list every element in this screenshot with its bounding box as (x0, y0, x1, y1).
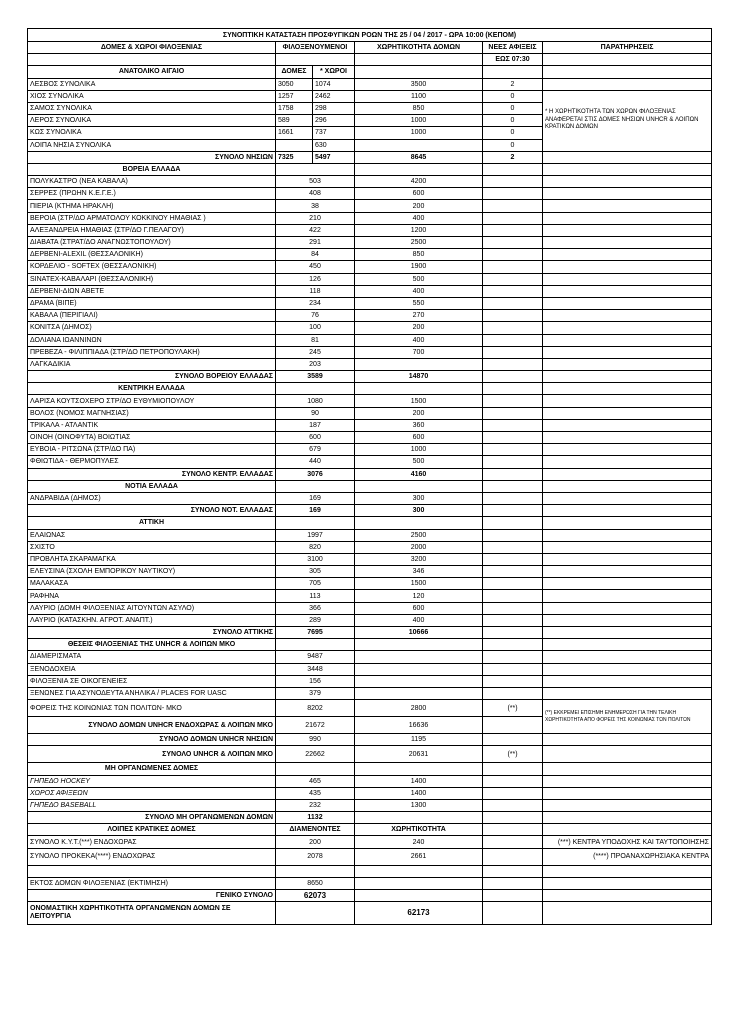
table-row (28, 90, 712, 102)
row-capacity: 1200 (355, 224, 483, 236)
row-capacity: 600 (355, 602, 483, 614)
row-name: ΦΟΡΕΙΣ ΤΗΣ ΚΟΙΝΩΝΙΑΣ ΤΩΝ ΠΟΛΙΤΩΝ- ΜΚΟ (28, 700, 276, 717)
row-hosted: 1080 (276, 395, 355, 407)
total-hosted: 3076 (276, 468, 355, 480)
row-name: ΕΛΑΙΩΝΑΣ (28, 529, 276, 541)
row-capacity: 850 (355, 102, 483, 114)
row-name: ΚΟΡΔΕΛΙΟ - SOFTEX (ΘΕΣΣΑΛΟΝΙΚΗ) (28, 261, 276, 273)
table-row (28, 297, 712, 309)
col-xoroi-header: * ΧΩΡΟΙ (313, 66, 355, 78)
section-central (28, 383, 712, 395)
row-hosted: 820 (276, 541, 355, 553)
row-domes: 3050 (276, 78, 313, 90)
row-hosted: 379 (276, 687, 355, 699)
row-capacity: 1500 (355, 395, 483, 407)
row-name: ΑΝΔΡΑΒΙΔΑ (ΔΗΜΟΣ) (28, 492, 276, 504)
row-arrivals: 0 (483, 90, 543, 102)
table-row (28, 212, 712, 224)
row-hosted: 408 (276, 188, 355, 200)
total-label: ΣΥΝΟΛΟ ΝΗΣΙΩΝ (28, 151, 276, 163)
row-hosted: 450 (276, 261, 355, 273)
row-hosted: 1997 (276, 529, 355, 541)
col-residents-header: ΔΙΑΜΕΝΟΝΤΕΣ (276, 824, 355, 836)
row-hosted: 705 (276, 578, 355, 590)
total-label: ΣΥΝΟΛΟ ΚΕΝΤΡ. ΕΛΛΑΔΑΣ (28, 468, 276, 480)
row-capacity: 400 (355, 285, 483, 297)
section-south (28, 480, 712, 492)
row-capacity: 1100 (355, 90, 483, 102)
total-capacity: 10666 (355, 627, 483, 639)
row-capacity: 550 (355, 297, 483, 309)
row-xoroi: 296 (313, 115, 355, 127)
grand-total-value: 62073 (276, 890, 355, 902)
table-row (28, 614, 712, 626)
section-north (28, 163, 712, 175)
row-capacity (355, 675, 483, 687)
row-domes: 1257 (276, 90, 313, 102)
row-name: ΛΕΡΟΣ ΣΥΝΟΛΙΚΑ (28, 115, 276, 127)
row-name: ΒΕΡΟΙΑ (ΣΤΡ/ΔΟ ΑΡΜΑΤΟΛΟΥ ΚΟΚΚΙΝΟΥ ΗΜΑΘΙΑΣ ) (28, 212, 276, 224)
total-row (28, 734, 712, 746)
row-hosted: 200 (276, 836, 355, 848)
table-row (28, 675, 712, 687)
row-name: ΚΩΣ ΣΥΝΟΛΙΚΑ (28, 127, 276, 139)
row-arrivals: 0 (483, 139, 543, 151)
row-name: ΦΘΙΩΤΙΔΑ - ΘΕΡΜΟΠΥΛΕΣ (28, 456, 276, 468)
row-name: ΠΙΕΡΙΑ (ΚΤΗΜΑ ΗΡΑΚΛΗ) (28, 200, 276, 212)
outside-row (28, 877, 712, 889)
total-hosted: 990 (276, 734, 355, 746)
total-row (28, 151, 712, 163)
header-arrivals-until: ΕΩΣ 07:30 (483, 54, 543, 66)
total-label: ΣΥΝΟΛΟ ΑΤΤΙΚΗΣ (28, 627, 276, 639)
row-mark (483, 663, 543, 675)
table-row (28, 261, 712, 273)
row-capacity: 360 (355, 419, 483, 431)
row-capacity: 1900 (355, 261, 483, 273)
table-row (28, 578, 712, 590)
report-title: ΣΥΝΟΠΤΙΚΗ ΚΑΤΑΣΤΑΣΗ ΠΡΟΣΦΥΓΙΚΩΝ ΡΟΩΝ ΤΗΣ 25 / 04 / 2017 - ΩΡΑ 10:00 (ΚΕΠΟΜ) (28, 29, 712, 42)
row-name: ΔΟΛΙΑΝΑ ΙΩΑΝΝΙΝΩΝ (28, 334, 276, 346)
row-name: ΧΩΡΟΣ ΑΦΙΞΕΩΝ (28, 787, 276, 799)
section-title: ΜΗ ΟΡΓΑΝΩΜΕΝΕΣ ΔΟΜΕΣ (28, 763, 276, 775)
row-hosted: 76 (276, 310, 355, 322)
row-xoroi: 298 (313, 102, 355, 114)
row-capacity: 700 (355, 346, 483, 358)
table-row (28, 836, 712, 848)
row-hosted: 84 (276, 249, 355, 261)
row-name: ΔΕΡΒΕΝΙ-ALEXIL (ΘΕΣΣΑΛΟΝΙΚΗ) (28, 249, 276, 261)
col-domes-header: ΔΟΜΕΣ (276, 66, 313, 78)
row-name: ΔΙΑΜΕΡΙΣΜΑΤΑ (28, 651, 276, 663)
row-hosted: 100 (276, 322, 355, 334)
table-row (28, 176, 712, 188)
row-hosted: 156 (276, 675, 355, 687)
header-structures: ΔΟΜΕΣ & ΧΩΡΟΙ ΦΙΛΟΞΕΝΙΑΣ (28, 42, 276, 54)
row-hosted: 8202 (276, 700, 355, 717)
row-hosted: 187 (276, 419, 355, 431)
row-note: (****) ΠΡΟΑΝΑΧΩΡΗΣΙΑΚΑ ΚΕΝΤΡΑ (543, 848, 712, 865)
row-name: ΔΡΑΜΑ (ΒΙΠΕ) (28, 297, 276, 309)
grand-total-label: ΓΕΝΙΚΟ ΣΥΝΟΛΟ (28, 890, 276, 902)
total-label: ΣΥΝΟΛΟ ΔΟΜΩΝ UNHCR ΕΝΔΟΧΩΡΑΣ & ΛΟΙΠΩΝ ΜΚΟ (28, 717, 276, 734)
row-capacity: 400 (355, 334, 483, 346)
table-row (28, 848, 712, 865)
row-capacity: 200 (355, 407, 483, 419)
row-name: ΛΕΣΒΟΣ ΣΥΝΟΛΙΚΑ (28, 78, 276, 90)
row-hosted: 291 (276, 237, 355, 249)
header-capacity: ΧΩΡΗΤΙΚΟΤΗΤΑ ΔΟΜΩΝ (355, 42, 483, 54)
nominal-value: 62173 (355, 902, 483, 925)
table-row (28, 775, 712, 787)
row-name: ΔΕΡΒΕΝΙ-ΔΙΩΝ ΑΒΕΤΕ (28, 285, 276, 297)
total-xoroi: 5497 (313, 151, 355, 163)
row-capacity: 3500 (355, 78, 483, 90)
row-capacity: 300 (355, 492, 483, 504)
row-name: ΕΥΒΟΙΑ - ΡΙΤΣΩΝΑ (ΣΤΡ/ΔΟ ΠΑ) (28, 444, 276, 456)
section-title: ΘΕΣΕΙΣ ΦΙΛΟΞΕΝΙΑΣ ΤΗΣ UNHCR & ΛΟΙΠΩΝ ΜΚΟ (28, 639, 276, 651)
row-name: ΛΑΡΙΣΑ ΚΟΥΤΣΟΧΕΡΟ ΣΤΡ/ΔΟ ΕΥΘΥΜΙΟΠΟΥΛΟΥ (28, 395, 276, 407)
row-name: ΑΛΕΞΑΝΔΡΕΙΑ ΗΜΑΘΙΑΣ (ΣΤΡ/ΔΟ Γ.ΠΕΛΑΓΟΥ) (28, 224, 276, 236)
row-name: ΞΕΝΩΝΕΣ ΓΙΑ ΑΣΥΝΟΔΕΥΤΑ ΑΝΗΛΙΚΑ / PLACES FOR UASC (28, 687, 276, 699)
row-hosted: 90 (276, 407, 355, 419)
total-row (28, 627, 712, 639)
section-unhcr (28, 639, 712, 651)
row-capacity: 500 (355, 456, 483, 468)
total-hosted: 7695 (276, 627, 355, 639)
spacer-row (28, 865, 712, 877)
row-hosted: 3448 (276, 663, 355, 675)
row-hosted: 600 (276, 432, 355, 444)
row-hosted: 305 (276, 566, 355, 578)
row-xoroi: 2462 (313, 90, 355, 102)
row-hosted: 38 (276, 200, 355, 212)
total-capacity: 20631 (355, 746, 483, 763)
total-capacity: 8645 (355, 151, 483, 163)
row-capacity (355, 139, 483, 151)
row-hosted: 245 (276, 346, 355, 358)
total-label: ΣΥΝΟΛΟ ΝΟΤ. ΕΛΛΑΔΑΣ (28, 505, 276, 517)
row-name: ΞΕΝΟΔΟΧΕΙΑ (28, 663, 276, 675)
row-capacity: 850 (355, 249, 483, 261)
row-domes: 589 (276, 115, 313, 127)
row-hosted: 422 (276, 224, 355, 236)
table-row (28, 395, 712, 407)
refugee-flows-table (27, 28, 712, 925)
row-name: ΡΑΦΗΝΑ (28, 590, 276, 602)
table-row (28, 273, 712, 285)
row-hosted: 435 (276, 787, 355, 799)
nominal-label: ΟΝΟΜΑΣΤΙΚΗ ΧΩΡΗΤΙΚΟΤΗΤΑ ΟΡΓΑΝΩΜΕΝΩΝ ΔΟΜΩΝ ΣΕ ΛΕΙΤΟΥΡΓΙΑ (28, 902, 276, 925)
row-domes: 1661 (276, 127, 313, 139)
table-row (28, 602, 712, 614)
total-row (28, 371, 712, 383)
row-name: ΓΗΠΕΔΟ BASEBALL (28, 799, 276, 811)
table-row (28, 566, 712, 578)
total-hosted: 169 (276, 505, 355, 517)
row-name: ΦΙΛΟΞΕΝΙΑ ΣΕ ΟΙΚΟΓΕΝΕΙΕΣ (28, 675, 276, 687)
row-capacity: 2661 (355, 848, 483, 865)
row-name: ΓΗΠΕΔΟ HOCKEY (28, 775, 276, 787)
row-capacity: 3200 (355, 553, 483, 565)
row-capacity: 2500 (355, 237, 483, 249)
unhcr-note: (**) ΕΚΚΡΕΜΕΙ ΕΠΙΣΗΜΗ ΕΝΗΜΕΡΩΣΗ ΓΙΑ ΤΗΝ ΤΕΛΙΚΗ ΧΩΡΗΤΙΚΟΤΗΤΑ ΑΠΟ ΦΟΡΕΙΣ ΤΗΣ ΚΟΙΝΩΝΙΑΣ ΤΩΝ ΠΟΛΙΤΩΝ (543, 700, 712, 734)
table-row (28, 590, 712, 602)
row-name: ΠΡΕΒΕΖΑ - ΦΙΛΙΠΠΙΑΔΑ (ΣΤΡ/ΔΟ ΠΕΤΡΟΠΟΥΛΑΚΗ) (28, 346, 276, 358)
section-title: ΑΝΑΤΟΛΙΚΟ ΑΙΓΑΙΟ (28, 66, 276, 78)
row-capacity: 200 (355, 322, 483, 334)
row-capacity: 2000 (355, 541, 483, 553)
row-name: ΕΚΤΟΣ ΔΟΜΩΝ ΦΙΛΟΞΕΝΙΑΣ (ΕΚΤΙΜΗΣΗ) (28, 877, 276, 889)
row-hosted: 210 (276, 212, 355, 224)
table-row (28, 358, 712, 370)
header-subrow (28, 54, 712, 66)
table-row (28, 224, 712, 236)
table-row (28, 651, 712, 663)
row-capacity: 1000 (355, 444, 483, 456)
row-hosted: 289 (276, 614, 355, 626)
row-capacity: 200 (355, 200, 483, 212)
row-name: ΠΡΟΒΛΗΤΑ ΣΚΑΡΑΜΑΓΚΑ (28, 553, 276, 565)
table-row (28, 322, 712, 334)
total-capacity: 1195 (355, 734, 483, 746)
section-unorganized (28, 763, 712, 775)
row-hosted: 118 (276, 285, 355, 297)
total-row (28, 746, 712, 763)
nominal-capacity-row (28, 902, 712, 925)
total-label: ΣΥΝΟΛΟ UNHCR & ΛΟΙΠΩΝ ΜΚΟ (28, 746, 276, 763)
total-hosted: 22662 (276, 746, 355, 763)
row-mark (483, 651, 543, 663)
section-aegean (28, 66, 712, 78)
row-capacity: 1500 (355, 578, 483, 590)
table-row (28, 799, 712, 811)
row-hosted: 234 (276, 297, 355, 309)
row-hosted: 3100 (276, 553, 355, 565)
row-mark (483, 675, 543, 687)
total-hosted: 3589 (276, 371, 355, 383)
row-name: ΟΙΝΟΗ (ΟΙΝΟΦΥΤΑ) ΒΟΙΩΤΙΑΣ (28, 432, 276, 444)
row-capacity: 1400 (355, 775, 483, 787)
header-row (28, 42, 712, 54)
table-row (28, 346, 712, 358)
row-name: ΚΟΝΙΤΣΑ (ΔΗΜΟΣ) (28, 322, 276, 334)
row-name: ΛΑΥΡΙΟ (ΚΑΤΑΣΚΗΝ. ΑΓΡΟΤ. ΑΝΑΠΤ.) (28, 614, 276, 626)
total-capacity: 14870 (355, 371, 483, 383)
table-row (28, 541, 712, 553)
row-xoroi: 1074 (313, 78, 355, 90)
row-arrivals: 0 (483, 102, 543, 114)
row-hosted: 366 (276, 602, 355, 614)
row-name: ΛΑΥΡΙΟ (ΔΟΜΗ ΦΙΛΟΞΕΝΙΑΣ ΑΙΤΟΥΝΤΩΝ ΑΣΥΛΟ) (28, 602, 276, 614)
total-row (28, 505, 712, 517)
row-capacity: 1300 (355, 799, 483, 811)
row-hosted: 2078 (276, 848, 355, 865)
row-name: ΛΑΓΚΑΔΙΚΙΑ (28, 358, 276, 370)
row-arrivals: 0 (483, 115, 543, 127)
row-note: (***) ΚΕΝΤΡΑ ΥΠΟΔΟΧΗΣ ΚΑΙ ΤΑΥΤΟΠΟΙΗΣΗΣ (543, 836, 712, 848)
row-capacity: 270 (355, 310, 483, 322)
row-mark (483, 687, 543, 699)
section-attica (28, 517, 712, 529)
table-row (28, 285, 712, 297)
section-title: ΒΟΡΕΙΑ ΕΛΛΑΔΑ (28, 163, 276, 175)
row-name: ΣΧΙΣΤΟ (28, 541, 276, 553)
row-domes (276, 139, 313, 151)
row-name: ΣΕΡΡΕΣ (ΠΡΩΗΝ Κ.Ε.Γ.Ε.) (28, 188, 276, 200)
row-hosted: 8650 (276, 877, 355, 889)
section-title: ΑΤΤΙΚΗ (28, 517, 276, 529)
row-name: ΜΑΛΑΚΑΣΑ (28, 578, 276, 590)
row-capacity: 1000 (355, 127, 483, 139)
row-capacity: 346 (355, 566, 483, 578)
table-row (28, 188, 712, 200)
table-row (28, 529, 712, 541)
section-title: ΚΕΝΤΡΙΚΗ ΕΛΛΑΔΑ (28, 383, 276, 395)
total-capacity: 300 (355, 505, 483, 517)
table-row (28, 787, 712, 799)
row-capacity: 2500 (355, 529, 483, 541)
row-name: ΒΟΛΟΣ (ΝΟΜΟΣ ΜΑΓΝΗΣΙΑΣ) (28, 407, 276, 419)
table-row (28, 700, 712, 717)
row-name: ΕΛΕΥΣΙΝΑ (ΣΧΟΛΗ ΕΜΠΟΡΙΚΟΥ ΝΑΥΤΙΚΟΥ) (28, 566, 276, 578)
row-hosted: 126 (276, 273, 355, 285)
aegean-note: * Η ΧΩΡΗΤΙΚΟΤΗΤΑ ΤΩΝ ΧΩΡΩΝ ΦΙΛΟΞΕΝΙΑΣ ΑΝΑΦΕΡΕΤΑΙ ΣΤΙΣ ΔΟΜΕΣ ΝΗΣΙΩΝ UNHCR & ΛΟΙΠΩΝ ΚΡΑΤΙΚΩΝ ΔΟΜΩΝ (543, 90, 712, 151)
table-row (28, 492, 712, 504)
header-hosted: ΦΙΛΟΞΕΝΟΥΜΕΝΟΙ (276, 42, 355, 54)
row-hosted: 81 (276, 334, 355, 346)
row-arrivals: 2 (483, 78, 543, 90)
total-hosted: 1132 (276, 812, 355, 824)
row-name: ΧΙΟΣ ΣΥΝΟΛΙΚΑ (28, 90, 276, 102)
table-row (28, 237, 712, 249)
row-capacity: 400 (355, 212, 483, 224)
total-capacity: 16636 (355, 717, 483, 734)
row-xoroi: 630 (313, 139, 355, 151)
table-row (28, 456, 712, 468)
table-row (28, 419, 712, 431)
table-row (28, 249, 712, 261)
row-name: ΚΑΒΑΛΑ (ΠΕΡΙΓΙΑΛΙ) (28, 310, 276, 322)
total-domes: 7325 (276, 151, 313, 163)
total-row (28, 468, 712, 480)
row-name: ΣΑΜΟΣ ΣΥΝΟΛΙΚΑ (28, 102, 276, 114)
table-row (28, 687, 712, 699)
row-xoroi: 737 (313, 127, 355, 139)
row-name: ΣΥΝΟΛΟ ΠΡΟΚΕΚΑ(****) ΕΝΔΟΧΩΡΑΣ (28, 848, 276, 865)
row-mark: (**) (483, 700, 543, 717)
row-capacity: 600 (355, 188, 483, 200)
table-row (28, 663, 712, 675)
row-capacity: 120 (355, 590, 483, 602)
row-domes: 1758 (276, 102, 313, 114)
row-hosted: 679 (276, 444, 355, 456)
total-mark: (**) (483, 746, 543, 763)
grand-total-row (28, 890, 712, 902)
row-capacity: 500 (355, 273, 483, 285)
row-name: ΣΥΝΟΛΟ Κ.Υ.Τ.(***) ΕΝΔΟΧΩΡΑΣ (28, 836, 276, 848)
row-name: ΠΟΛΥΚΑΣΤΡΟ (ΝΕΑ ΚΑΒΑΛΑ) (28, 176, 276, 188)
table-row (28, 78, 712, 90)
table-row (28, 407, 712, 419)
total-label: ΣΥΝΟΛΟ ΔΟΜΩΝ UNHCR ΝΗΣΙΩΝ (28, 734, 276, 746)
row-arrivals: 0 (483, 127, 543, 139)
col-capacity-header: ΧΩΡΗΤΙΚΟΤΗΤΑ (355, 824, 483, 836)
table-row (28, 553, 712, 565)
row-hosted: 503 (276, 176, 355, 188)
row-capacity: 4200 (355, 176, 483, 188)
title-row (28, 29, 712, 42)
section-other-state (28, 824, 712, 836)
row-hosted: 169 (276, 492, 355, 504)
row-name: ΔΙΑΒΑΤΑ (ΣΤΡΑΤ/ΔΟ ΑΝΑΓΝΩΣΤΟΠΟΥΛΟΥ) (28, 237, 276, 249)
total-label: ΣΥΝΟΛΟ ΜΗ ΟΡΓΑΝΩΜΕΝΩΝ ΔΟΜΩΝ (28, 812, 276, 824)
section-title: ΛΟΙΠΕΣ ΚΡΑΤΙΚΕΣ ΔΟΜΕΣ (28, 824, 276, 836)
row-capacity: 2800 (355, 700, 483, 717)
row-capacity (355, 651, 483, 663)
row-hosted: 9487 (276, 651, 355, 663)
table-row (28, 310, 712, 322)
header-arrivals: ΝΕΕΣ ΑΦΙΞΕΙΣ (483, 42, 543, 54)
row-capacity (355, 358, 483, 370)
table-row (28, 432, 712, 444)
row-capacity: 1000 (355, 115, 483, 127)
total-row (28, 812, 712, 824)
section-title: ΝΟΤΙΑ ΕΛΛΑΔΑ (28, 480, 276, 492)
total-hosted: 21672 (276, 717, 355, 734)
row-name: ΤΡΙΚΑΛΑ - ΑΤΛΑΝΤΙΚ (28, 419, 276, 431)
row-hosted: 232 (276, 799, 355, 811)
header-remarks: ΠΑΡΑΤΗΡΗΣΕΙΣ (543, 42, 712, 54)
row-capacity: 240 (355, 836, 483, 848)
row-hosted: 113 (276, 590, 355, 602)
row-capacity: 600 (355, 432, 483, 444)
total-capacity: 4160 (355, 468, 483, 480)
row-name: ΛΟΙΠΑ ΝΗΣΙΑ ΣΥΝΟΛΙΚΑ (28, 139, 276, 151)
row-capacity (355, 687, 483, 699)
table-row (28, 334, 712, 346)
total-arrivals: 2 (483, 151, 543, 163)
table-row (28, 200, 712, 212)
row-hosted: 440 (276, 456, 355, 468)
row-name: SINATEX-ΚΑΒΑΛΑΡΙ (ΘΕΣΣΑΛΟΝΙΚΗ) (28, 273, 276, 285)
row-capacity: 1400 (355, 787, 483, 799)
row-hosted: 203 (276, 358, 355, 370)
row-capacity (355, 663, 483, 675)
row-hosted: 465 (276, 775, 355, 787)
total-label: ΣΥΝΟΛΟ ΒΟΡΕΙΟΥ ΕΛΛΑΔΑΣ (28, 371, 276, 383)
row-capacity: 400 (355, 614, 483, 626)
table-row (28, 444, 712, 456)
